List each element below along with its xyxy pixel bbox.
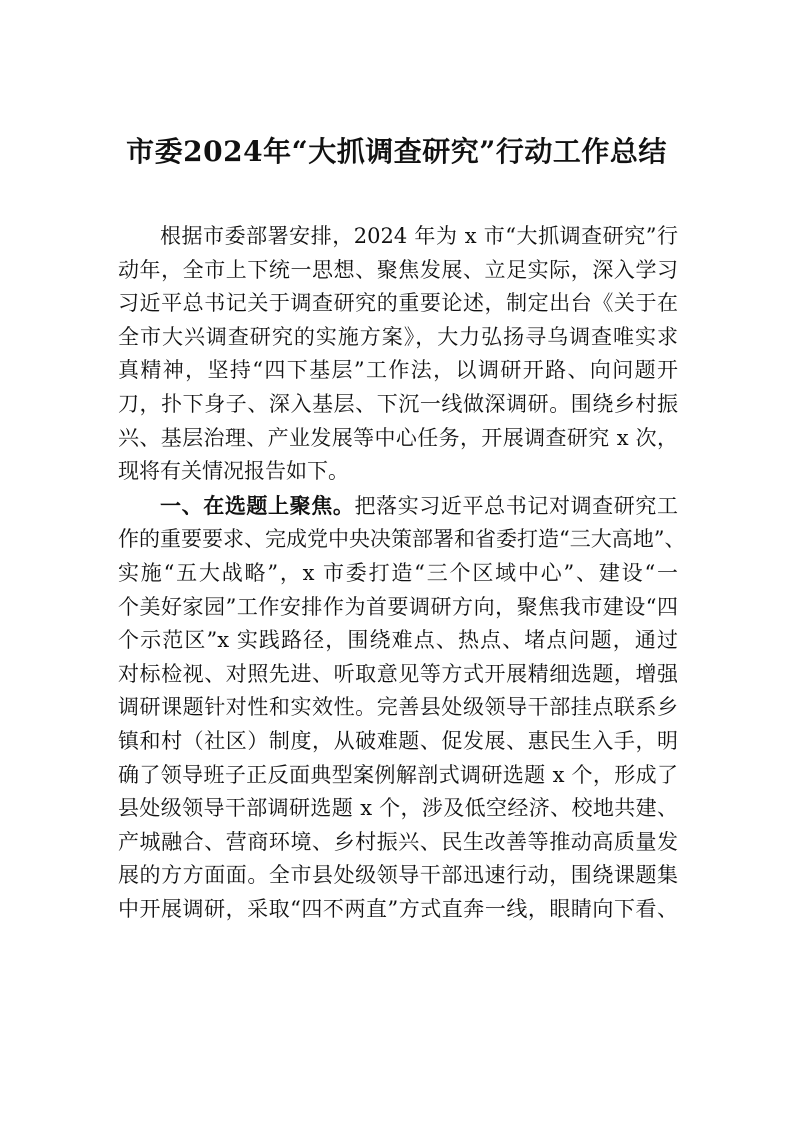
paragraph-section-1: [118, 489, 686, 927]
paragraph-intro: [118, 220, 678, 489]
text-line: 兴、基层治理、产业发展等中心任务，开展调查研究 x 次，: [118, 425, 678, 450]
text-line: 全市大兴调查研究的实施方案》，大力弘扬寻乌调查唯实求: [118, 324, 678, 349]
document-title: 市委2024年“大抓调查研究”行动工作总结: [126, 135, 667, 168]
text-line: 对标检视、对照先进、听取意见等方式开展精细选题，增强: [118, 661, 678, 686]
text-line: 根据市委部署安排，2024 年为 x 市“大抓调查研究”行: [160, 224, 678, 248]
text-line: 真精神，坚持“四下基层”工作法，以调研开路、向问题开: [118, 358, 678, 383]
text-line: 县处级领导干部调研选题 x 个，涉及低空经济、校地共建、: [118, 796, 678, 821]
text-line: 调研课题针对性和实效性。完善县处级领导干部挂点联系乡: [118, 695, 678, 720]
text-line: 确了领导班子正反面典型案例解剖式调研选题 x 个，形成了: [118, 762, 678, 787]
text-line: 个示范区”x 实践路径，围绕难点、热点、堵点问题，通过: [118, 628, 678, 653]
text-line: 中开展调研，采取“四不两直”方式直奔一线，眼睛向下看、: [118, 896, 678, 921]
text-line: 作的重要要求、完成党中央决策部署和省委打造“三大高地”、: [118, 527, 686, 552]
text-line: 镇和村（社区）制度，从破难题、促发展、惠民生入手，明: [118, 728, 678, 753]
text-line: 动年，全市上下统一思想、聚焦发展、立足实际，深入学习: [118, 257, 678, 282]
text-line: 现将有关情况报告如下。: [118, 459, 349, 484]
document-body: [118, 220, 686, 926]
text-line: 展的方方面面。全市县处级领导干部迅速行动，围绕课题集: [118, 863, 678, 888]
section-first-line-text: 把落实习近平总书记对调查研究工: [354, 493, 679, 518]
section-first-line: [118, 489, 678, 524]
text-line: 刀，扑下身子、深入基层、下沉一线做深调研。围绕乡村振: [118, 391, 678, 416]
text-line: 个美好家园”工作安排作为首要调研方向，聚焦我市建设“四: [118, 594, 678, 619]
section-heading: 一、在选题上聚焦。: [160, 492, 355, 518]
text-line: 产城融合、营商环境、乡村振兴、民生改善等推动高质量发: [118, 829, 678, 854]
text-line: 习近平总书记关于调查研究的重要论述，制定出台《关于在: [118, 291, 678, 316]
text-line: 实施“五大战略”，x 市委打造“三个区域中心”、建设“一: [118, 560, 678, 585]
